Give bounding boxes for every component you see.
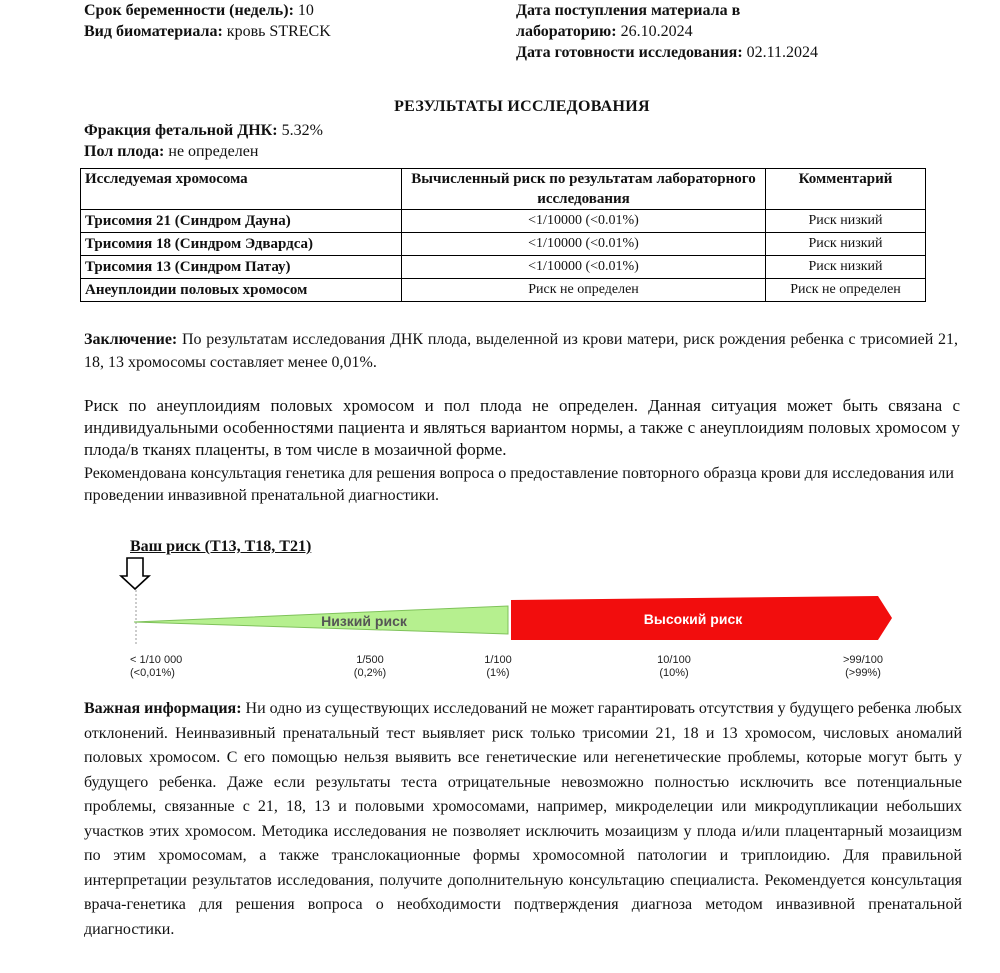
tick-label — [130, 654, 210, 680]
ready-label: Дата готовности исследования: — [516, 44, 743, 61]
row-chromosome: Трисомия 21 (Синдром Дауна) — [81, 210, 402, 233]
row-chromosome: Анеуплоидии половых хромосом — [81, 279, 402, 302]
row-comment: Риск не определен — [766, 279, 926, 302]
fetal-sex-label: Пол плода: — [84, 143, 165, 160]
important-info-paragraph — [84, 697, 962, 967]
tick-label — [468, 654, 528, 680]
tick-value: < 1/10 000 — [130, 654, 183, 666]
row-comment: Риск низкий — [766, 256, 926, 279]
row-comment: Риск низкий — [766, 233, 926, 256]
tick-percent: (<0,01%) — [130, 667, 175, 679]
fetal-sex-line — [84, 141, 258, 162]
gestation-line — [84, 0, 314, 21]
high-risk-label: Высокий риск — [643, 611, 743, 627]
tick-percent: (>99%) — [845, 667, 881, 679]
conclusion-paragraph — [84, 328, 958, 374]
important-info-label: Важная информация: — [84, 700, 242, 717]
fetal-fraction-label: Фракция фетальной ДНК: — [84, 122, 278, 139]
table-header-row — [81, 169, 926, 210]
biomaterial-label: Вид биоматериала: — [84, 23, 223, 40]
fetal-sex-value: не определен — [168, 143, 259, 160]
header-chromosome: Исследуемая хромосома — [81, 169, 402, 210]
fetal-fraction-line — [84, 120, 323, 141]
header-risk: Вычисленный риск по результатам лабораторного исследования — [402, 169, 766, 210]
row-risk: <1/10000 (<0.01%) — [402, 210, 766, 233]
table-row — [81, 256, 926, 279]
ready-line — [516, 42, 818, 63]
fetal-fraction-value: 5.32% — [281, 122, 323, 139]
row-risk: <1/10000 (<0.01%) — [402, 233, 766, 256]
tick-percent: (1%) — [486, 667, 510, 679]
tick-value: 10/100 — [657, 654, 691, 666]
biomaterial-value: кровь STRECK — [226, 23, 331, 40]
tick-percent: (10%) — [659, 667, 689, 679]
results-table — [80, 168, 926, 302]
gestation-value: 10 — [297, 2, 314, 19]
row-risk: Риск не определен — [402, 279, 766, 302]
conclusion-text: По результатам исследования ДНК плода, выделенной из крови матери, риск рождения ребенка с трисомией 21, 18, 13 хромосомы составляет менее 0,01%. — [84, 331, 959, 371]
row-risk: <1/10000 (<0.01%) — [402, 256, 766, 279]
recommendation-text: Рекомендована консультация генетика для решения вопроса о предоставление повторного образца крови для исследования или проведении инвазивной пренатальной диагностики. — [84, 465, 954, 504]
risk-scale-title: Ваш риск (Т13, Т18, Т21) — [130, 538, 312, 555]
row-chromosome: Трисомия 18 (Синдром Эдвардса) — [81, 233, 402, 256]
down-arrow-icon — [121, 558, 149, 589]
important-info-text: Ни одно из существующих исследований не может гарантировать отсутствия у будущего ребенка любых отклонений. Неинвазивный пренатальный тест выявляет риск только трисомии 21, 18 и 13 хромосом, числовых аномалий половых хромосом. С его помощью нельзя выявить все генетические или негенетические проблемы, которые могут быть у будущего ребенка. Даже если результаты теста отрицательные невозможно полностью исключить все потенциальные проблемы, связанные с 21, 18, 13 и половыми хромосомами, например, микроделеции или микродупликации небольших участков этих хромосом. Методика исследования не позволяет исключить мозаицизм у плода и/или плацентарный мозаицизм по этим хромосомам, а также транслокационные формы хромосомной патологии и триплоидию. Для правильной интерпретации результатов исследования, получите дополнительную консультацию специалиста. Рекомендуется консультация врача-генетика для решения вопроса о необходимости подтверждения диагноза методом инвазивной пренатальной диагностики. — [84, 700, 962, 938]
ready-value: 02.11.2024 — [746, 44, 819, 61]
received-label-2: лабораторию: — [516, 23, 617, 40]
header-comment: Комментарий — [766, 169, 926, 210]
risk-scale-graphic — [118, 556, 908, 646]
gestation-label: Срок беременности (недель): — [84, 2, 294, 19]
tick-label — [644, 654, 704, 680]
tick-label — [340, 654, 400, 680]
row-comment: Риск низкий — [766, 210, 926, 233]
table-row — [81, 279, 926, 302]
tick-percent: (0,2%) — [353, 667, 387, 679]
results-title: РЕЗУЛЬТАТЫ ИССЛЕДОВАНИЯ — [394, 98, 650, 115]
received-line — [516, 21, 693, 42]
table-row — [81, 210, 926, 233]
tick-value: 1/100 — [484, 654, 512, 666]
low-risk-label: Низкий риск — [321, 613, 407, 629]
sex-aneuploidy-note: Риск по анеуплоидиям половых хромосом и пол плода не определен. Данная ситуация может быть связана с индивидуальными особенностями пациента и являться вариантом нормы, а также с анеуплоидиям половых хромосом у плода/в тканях плаценты, в том числе в мозаичной форме. — [84, 396, 960, 459]
table-row — [81, 233, 926, 256]
biomaterial-line — [84, 21, 331, 42]
received-label-1: Дата поступления материала в — [516, 2, 741, 19]
conclusion-label: Заключение: — [84, 331, 178, 348]
tick-value: >99/100 — [842, 654, 884, 666]
tick-label — [830, 654, 896, 680]
row-chromosome: Трисомия 13 (Синдром Патау) — [81, 256, 402, 279]
tick-value: 1/500 — [356, 654, 384, 666]
received-value: 26.10.2024 — [620, 23, 693, 40]
